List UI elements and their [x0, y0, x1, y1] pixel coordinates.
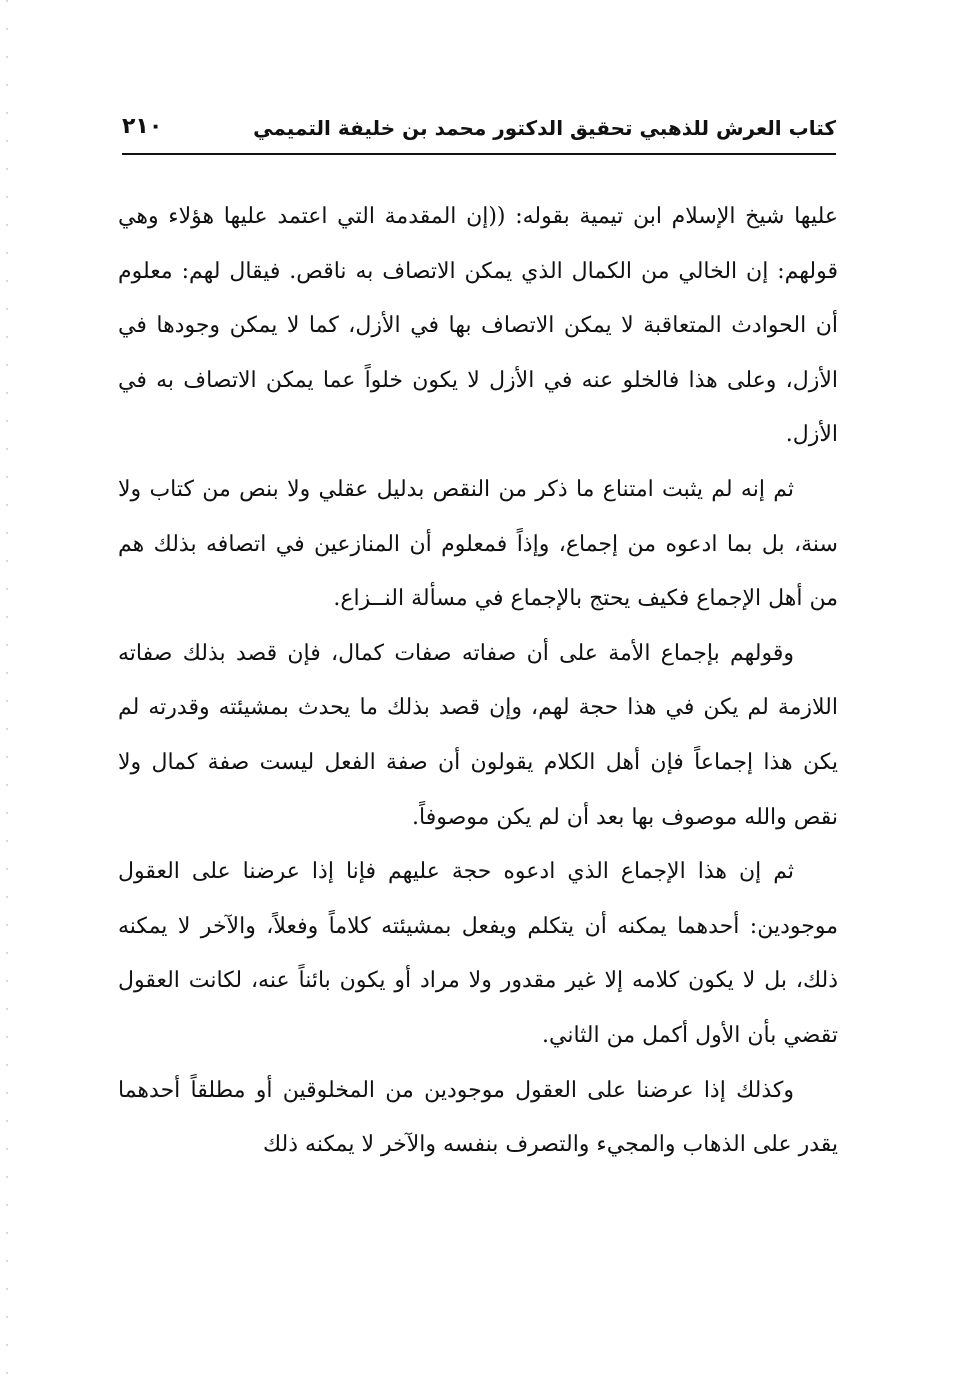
header-rule [122, 153, 836, 155]
paragraph: وقولهم بإجماع الأمة على أن صفاته صفات كمال، فإن قصد بذلك صفاته اللازمة لم يكن في هذا حجة لهم، وإن قصد بذلك ما يحدث بمشيئته وقدرته لم يكن هذا إجماعاً فإن أهل الكلام يقولون أن صفة الفعل ليست صفة كمال ولا نقص والله موصوف بها بعد أن لم يكن موصوفاً. [118, 640, 838, 830]
body-text [118, 190, 838, 1173]
running-header [122, 112, 836, 152]
page-number: ٢١٠ [122, 114, 163, 139]
scan-edge-marks [6, 0, 8, 1377]
paragraph: عليها شيخ الإسلام ابن تيمية بقوله: ((إن المقدمة التي اعتمد عليها هؤلاء وهي قولهم: إن الخالي من الكمال الذي يمكن الاتصاف به ناقص. فيقال لهم: معلوم أن الحوادث المتعاقبة لا يمكن الاتصاف بها في الأزل، كما لا يمكن وجودها في الأزل، وعلى هذا فالخلو عنه في الأزل لا يكون خلواً عما يمكن الاتصاف به في الأزل. [118, 204, 838, 448]
paragraph: ثم إنه لم يثبت امتناع ما ذكر من النقص بدليل عقلي ولا بنص من كتاب ولا سنة، بل بما ادعوه من إجماع، وإذاً فمعلوم أن المنازعين في اتصافه بذلك هم من أهل الإجماع فكيف يحتج بالإجماع في مسألة النــزاع. [118, 476, 838, 612]
paragraph: ثم إن هذا الإجماع الذي ادعوه حجة عليهم فإنا إذا عرضنا على العقول موجودين: أحدهما يمكنه أن يتكلم ويفعل بمشيئته كلاماً وفعلاً، والآخر لا يمكنه ذلك، بل لا يكون كلامه إلا غير مقدور ولا مراد أو يكون بائناً عنه، لكانت العقول تقضي بأن الأول أكمل من الثاني. [118, 859, 838, 1048]
paragraph: وكذلك إذا عرضنا على العقول موجودين من المخلوقين أو مطلقاً أحدهما يقدر على الذهاب والمجيء والتصرف بنفسه والآخر لا يمكنه ذلك [118, 1077, 838, 1158]
header-title: كتاب العرش للذهبي تحقيق الدكتور محمد بن خليفة التميمي [253, 116, 836, 140]
